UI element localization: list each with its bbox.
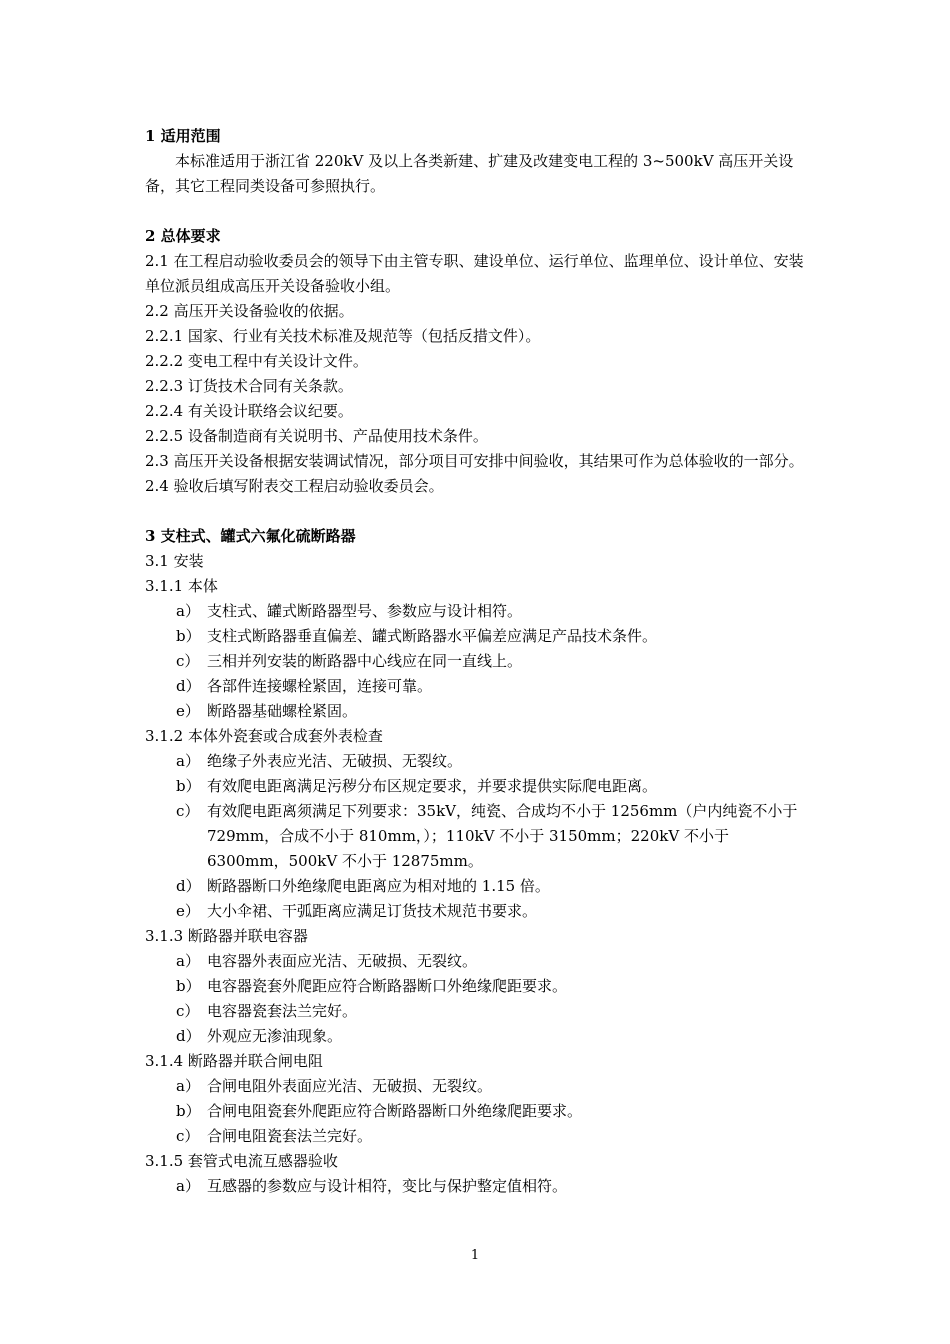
section-2-line: 2.2.1 国家、行业有关技术标准及规范等（包括反措文件）。 bbox=[145, 327, 541, 345]
list-item-text: 有效爬电距离满足污秽分布区规定要求，并要求提供实际爬电距离。 bbox=[207, 777, 658, 795]
spacer bbox=[145, 499, 810, 524]
section-3-title: 3 支柱式、罐式六氟化硫断路器 bbox=[145, 527, 356, 545]
list-item bbox=[145, 874, 810, 899]
spacer bbox=[145, 199, 810, 224]
list-item bbox=[145, 624, 810, 649]
list-item-text: 断路器断口外绝缘爬电距离应为相对地的 1.15 倍。 bbox=[207, 877, 550, 895]
list-marker: b） bbox=[176, 977, 201, 995]
list-marker: a） bbox=[176, 602, 200, 620]
list-marker: a） bbox=[176, 952, 200, 970]
list-item-text: 大小伞裙、干弧距离应满足订货技术规范书要求。 bbox=[207, 902, 538, 920]
list-marker: c） bbox=[176, 1002, 200, 1020]
list-marker: d） bbox=[176, 1027, 201, 1045]
list-item bbox=[145, 599, 810, 624]
list-item-text: 互感器的参数应与设计相符，变比与保护整定值相符。 bbox=[207, 1177, 568, 1195]
subsection-heading: 3.1.2 本体外瓷套或合成套外表检查 bbox=[145, 727, 383, 745]
list-marker: d） bbox=[176, 677, 201, 695]
list-marker: a） bbox=[176, 1077, 200, 1095]
list-marker: e） bbox=[176, 902, 200, 920]
list-item bbox=[145, 699, 810, 724]
list-item bbox=[145, 1099, 810, 1124]
list-item-text: 合闸电阻瓷套法兰完好。 bbox=[207, 1127, 373, 1145]
list-item bbox=[145, 774, 810, 799]
section-1-title: 1 适用范围 bbox=[145, 127, 221, 145]
list-marker: c） bbox=[176, 802, 200, 820]
subsection-heading: 3.1.4 断路器并联合闸电阻 bbox=[145, 1052, 323, 1070]
section-2-line: 2.2.4 有关设计联络会议纪要。 bbox=[145, 402, 353, 420]
list-marker: b） bbox=[176, 627, 201, 645]
list-marker: b） bbox=[176, 1102, 201, 1120]
list-item bbox=[145, 674, 810, 699]
list-item-text: 三相并列安装的断路器中心线应在同一直线上。 bbox=[207, 652, 523, 670]
section-2-line: 2.2.2 变电工程中有关设计文件。 bbox=[145, 352, 368, 370]
section-2-line: 2.4 验收后填写附表交工程启动验收委员会。 bbox=[145, 477, 444, 495]
subsection-heading: 3.1.1 本体 bbox=[145, 577, 218, 595]
list-item bbox=[145, 1124, 810, 1149]
section-3-1-heading: 3.1 安装 bbox=[145, 552, 204, 570]
list-item-text: 绝缘子外表应光洁、无破损、无裂纹。 bbox=[207, 752, 463, 770]
list-item-text: 电容器瓷套外爬距应符合断路器断口外绝缘爬距要求。 bbox=[207, 977, 568, 995]
list-marker: a） bbox=[176, 752, 200, 770]
list-item bbox=[145, 649, 810, 674]
list-item-text: 电容器外表面应光洁、无破损、无裂纹。 bbox=[207, 952, 478, 970]
subsection-heading: 3.1.5 套管式电流互感器验收 bbox=[145, 1152, 338, 1170]
list-marker: c） bbox=[176, 652, 200, 670]
section-2-line: 2.3 高压开关设备根据安装调试情况，部分项目可安排中间验收，其结果可作为总体验收的一部分。 bbox=[145, 452, 804, 470]
document-body bbox=[145, 124, 810, 1199]
section-2-line: 2.2 高压开关设备验收的依据。 bbox=[145, 302, 354, 320]
list-item bbox=[145, 949, 810, 974]
list-item-text: 合闸电阻外表面应光洁、无破损、无裂纹。 bbox=[207, 1077, 493, 1095]
list-marker: d） bbox=[176, 877, 201, 895]
list-item-text: 支柱式断路器垂直偏差、罐式断路器水平偏差应满足产品技术条件。 bbox=[207, 627, 658, 645]
list-marker: a） bbox=[176, 1177, 200, 1195]
subsection-heading: 3.1.3 断路器并联电容器 bbox=[145, 927, 308, 945]
page-number: 1 bbox=[470, 1248, 480, 1263]
section-3-1-content bbox=[145, 574, 810, 1199]
list-marker: b） bbox=[176, 777, 201, 795]
section-1-paragraph: 本标准适用于浙江省 220kV 及以上各类新建、扩建及改建变电工程的 3~500kV 高压开关设备，其它工程同类设备可参照执行。 bbox=[145, 152, 794, 195]
list-item-text: 支柱式、罐式断路器型号、参数应与设计相符。 bbox=[207, 602, 523, 620]
list-item-text: 断路器基础螺栓紧固。 bbox=[207, 702, 358, 720]
list-item-text: 合闸电阻瓷套外爬距应符合断路器断口外绝缘爬距要求。 bbox=[207, 1102, 583, 1120]
list-item bbox=[145, 1024, 810, 1049]
list-item-text: 各部件连接螺栓紧固，连接可靠。 bbox=[207, 677, 433, 695]
list-marker: e） bbox=[176, 702, 200, 720]
section-2-line: 2.2.5 设备制造商有关说明书、产品使用技术条件。 bbox=[145, 427, 488, 445]
section-2-line: 2.2.3 订货技术合同有关条款。 bbox=[145, 377, 353, 395]
section-2-line: 2.1 在工程启动验收委员会的领导下由主管专职、建设单位、运行单位、监理单位、设计单位、安装单位派员组成高压开关设备验收小组。 bbox=[145, 252, 804, 295]
list-item bbox=[145, 749, 810, 774]
list-item-text: 电容器瓷套法兰完好。 bbox=[207, 1002, 358, 1020]
list-item bbox=[145, 899, 810, 924]
list-item-text: 外观应无渗油现象。 bbox=[207, 1027, 343, 1045]
list-item bbox=[145, 974, 810, 999]
list-item bbox=[145, 999, 810, 1024]
list-item bbox=[145, 1074, 810, 1099]
section-2-content bbox=[145, 249, 810, 499]
list-item bbox=[145, 799, 810, 874]
list-marker: c） bbox=[176, 1127, 200, 1145]
list-item bbox=[145, 1174, 810, 1199]
list-item-text: 有效爬电距离须满足下列要求：35kV，纯瓷、合成均不小于 1256mm（户内纯瓷不小于 729mm，合成不小于 810mm，）；110kV 不小于 3150mm；220kV 不小于 6300mm，500kV 不小于 12875mm。 bbox=[207, 802, 798, 870]
section-2-title: 2 总体要求 bbox=[145, 227, 221, 245]
